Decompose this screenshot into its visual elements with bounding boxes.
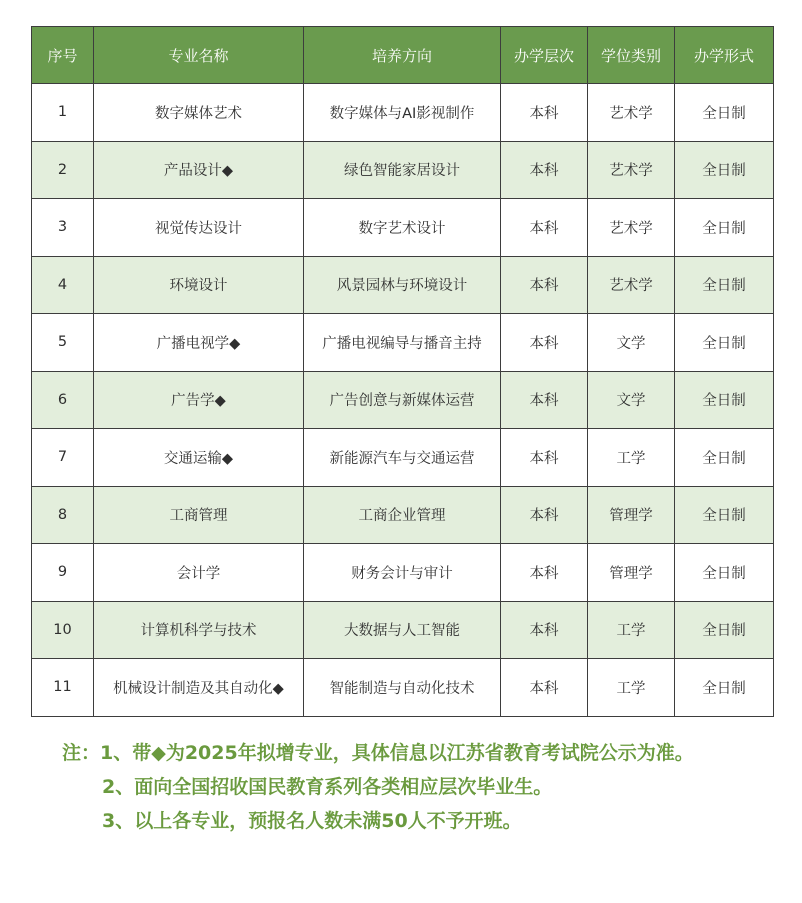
cell-index: 5 [32,314,94,372]
cell-index: 11 [32,659,94,717]
cell-education-level: 本科 [501,544,588,602]
cell-study-mode: 全日制 [675,141,774,199]
cell-degree-type: 管理学 [588,544,675,602]
cell-training-direction: 新能源汽车与交通运营 [304,429,501,487]
header-education-level: 办学层次 [501,27,588,84]
table-row [32,544,774,602]
cell-major-name: 广告学◆ [94,371,304,429]
cell-major-name: 数字媒体艺术 [94,84,304,142]
header-training-direction: 培养方向 [304,27,501,84]
cell-index: 1 [32,84,94,142]
cell-training-direction: 大数据与人工智能 [304,601,501,659]
table-row [32,84,774,142]
cell-degree-type: 文学 [588,371,675,429]
cell-training-direction: 智能制造与自动化技术 [304,659,501,717]
table-row [32,486,774,544]
cell-degree-type: 艺术学 [588,84,675,142]
table-row [32,601,774,659]
cell-study-mode: 全日制 [675,659,774,717]
cell-index: 9 [32,544,94,602]
cell-study-mode: 全日制 [675,601,774,659]
cell-index: 4 [32,256,94,314]
majors-table [31,26,774,717]
cell-degree-type: 管理学 [588,486,675,544]
cell-study-mode: 全日制 [675,544,774,602]
cell-index: 7 [32,429,94,487]
cell-study-mode: 全日制 [675,199,774,257]
table-row [32,199,774,257]
cell-study-mode: 全日制 [675,486,774,544]
cell-education-level: 本科 [501,141,588,199]
cell-major-name: 产品设计◆ [94,141,304,199]
header-study-mode: 办学形式 [675,27,774,84]
cell-degree-type: 工学 [588,429,675,487]
header-degree-type: 学位类别 [588,27,675,84]
cell-training-direction: 广播电视编导与播音主持 [304,314,501,372]
cell-study-mode: 全日制 [675,84,774,142]
cell-education-level: 本科 [501,371,588,429]
header-index: 序号 [32,27,94,84]
cell-study-mode: 全日制 [675,314,774,372]
cell-training-direction: 财务会计与审计 [304,544,501,602]
cell-index: 3 [32,199,94,257]
cell-education-level: 本科 [501,486,588,544]
cell-training-direction: 绿色智能家居设计 [304,141,501,199]
cell-education-level: 本科 [501,199,588,257]
cell-training-direction: 广告创意与新媒体运营 [304,371,501,429]
cell-training-direction: 数字艺术设计 [304,199,501,257]
table-row [32,659,774,717]
cell-major-name: 机械设计制造及其自动化◆ [94,659,304,717]
cell-education-level: 本科 [501,659,588,717]
cell-major-name: 视觉传达设计 [94,199,304,257]
table-header-row [32,27,774,84]
cell-education-level: 本科 [501,256,588,314]
cell-education-level: 本科 [501,429,588,487]
cell-degree-type: 艺术学 [588,141,675,199]
cell-degree-type: 文学 [588,314,675,372]
cell-major-name: 交通运输◆ [94,429,304,487]
header-major-name: 专业名称 [94,27,304,84]
cell-major-name: 工商管理 [94,486,304,544]
note-line-3: 3、以上各专业，预报名人数未满50人不予开班。 [102,810,522,832]
cell-study-mode: 全日制 [675,256,774,314]
cell-training-direction: 风景园林与环境设计 [304,256,501,314]
cell-study-mode: 全日制 [675,429,774,487]
table-row [32,429,774,487]
cell-major-name: 计算机科学与技术 [94,601,304,659]
cell-index: 8 [32,486,94,544]
notes-section [62,736,694,838]
table-row [32,141,774,199]
cell-index: 10 [32,601,94,659]
majors-table-container [31,26,773,717]
cell-education-level: 本科 [501,601,588,659]
cell-degree-type: 艺术学 [588,256,675,314]
cell-study-mode: 全日制 [675,371,774,429]
cell-degree-type: 工学 [588,659,675,717]
cell-training-direction: 工商企业管理 [304,486,501,544]
cell-education-level: 本科 [501,84,588,142]
cell-major-name: 会计学 [94,544,304,602]
table-row [32,371,774,429]
note-line-1: 注：1、带◆为2025年拟增专业，具体信息以江苏省教育考试院公示为准。 [62,742,694,764]
note-line-2: 2、面向全国招收国民教育系列各类相应层次毕业生。 [102,776,553,798]
cell-index: 2 [32,141,94,199]
cell-major-name: 广播电视学◆ [94,314,304,372]
table-row [32,256,774,314]
cell-degree-type: 艺术学 [588,199,675,257]
cell-major-name: 环境设计 [94,256,304,314]
cell-degree-type: 工学 [588,601,675,659]
cell-education-level: 本科 [501,314,588,372]
table-row [32,314,774,372]
cell-index: 6 [32,371,94,429]
cell-training-direction: 数字媒体与AI影视制作 [304,84,501,142]
